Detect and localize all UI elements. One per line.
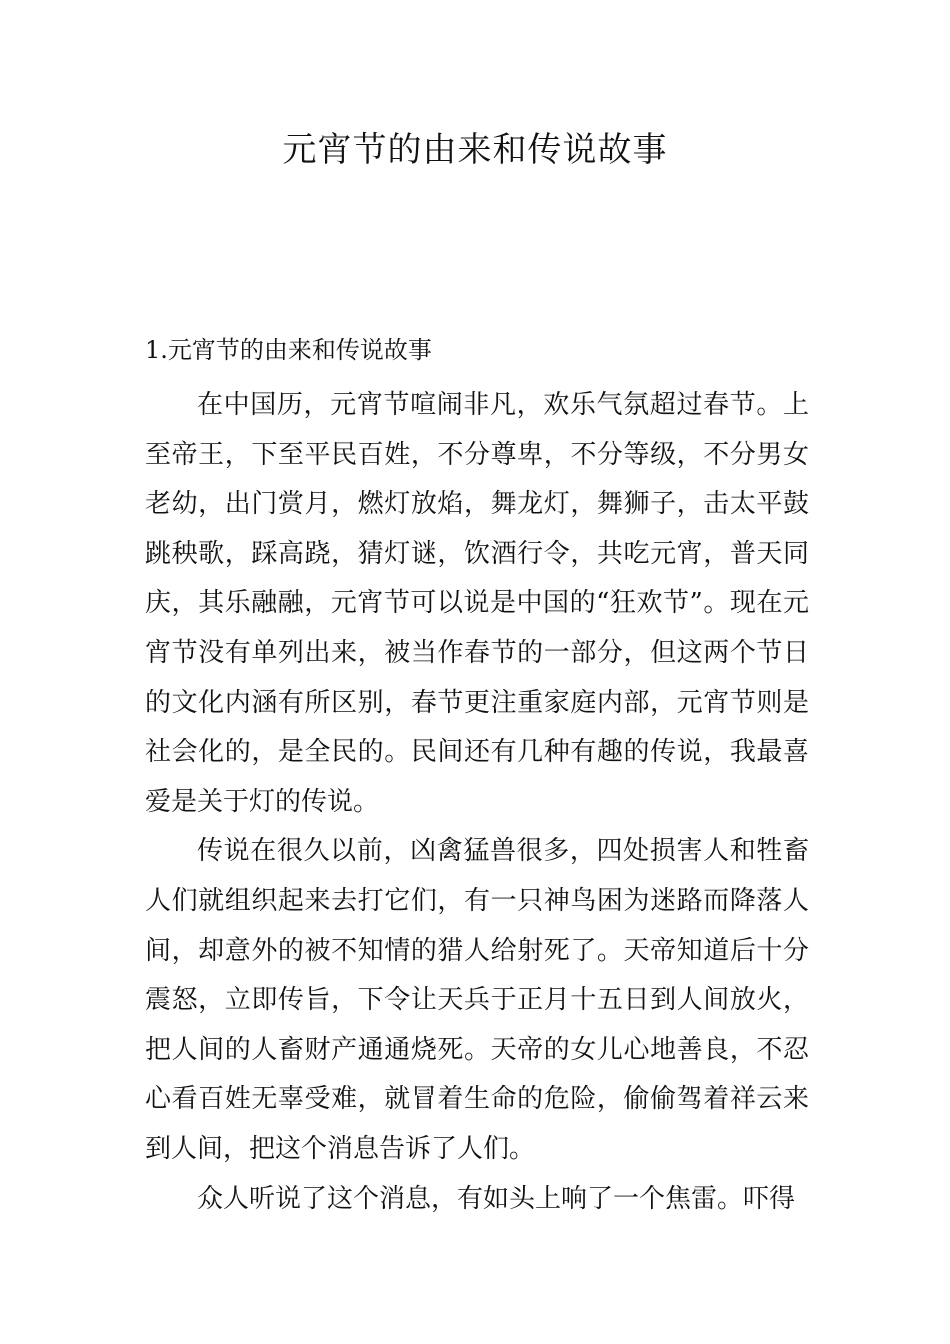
- paragraph-3: 众人听说了这个消息，有如头上响了一个焦雷。吓得: [197, 1183, 796, 1214]
- paragraph-1: 在中国历，元宵节喧闹非凡，欢乐气氛超过春节。上至帝王，下至平民百姓，不分尊卑，不分等级，不分男女老幼，出门赏月，燃灯放焰，舞龙灯，舞狮子，击太平鼓跳秧歌，踩高跷，猜灯谜，饮酒行令，共吃元宵，普天同庆，其乐融融，元宵节可以说是中国的“狂欢节”。现在元宵节没有单列出来，被当作春节的一部分，但这两个节日的文化内涵有所区别，春节更注重家庭内部，元宵节则是社会化的，是全民的。民间还有几种有趣的传说，我最喜爱是关于灯的传说。: [145, 390, 809, 817]
- body-text: [145, 381, 809, 1224]
- document-title: 元宵节的由来和传说故事: [282, 130, 668, 170]
- section-heading: 1.元宵节的由来和传说故事: [145, 336, 432, 364]
- paragraph-2: 传说在很久以前，凶禽猛兽很多，四处损害人和牲畜人们就组织起来去打它们，有一只神鸟困为迷路而降落人间，却意外的被不知情的猎人给射死了。天帝知道后十分震怒，立即传旨，下令让天兵于正月十五日到人间放火，把人间的人畜财产通通烧死。天帝的女儿心地善良，不忍心看百姓无辜受难，就冒着生命的危险，偷偷驾着祥云来到人间，把这个消息告诉了人们。: [145, 836, 809, 1164]
